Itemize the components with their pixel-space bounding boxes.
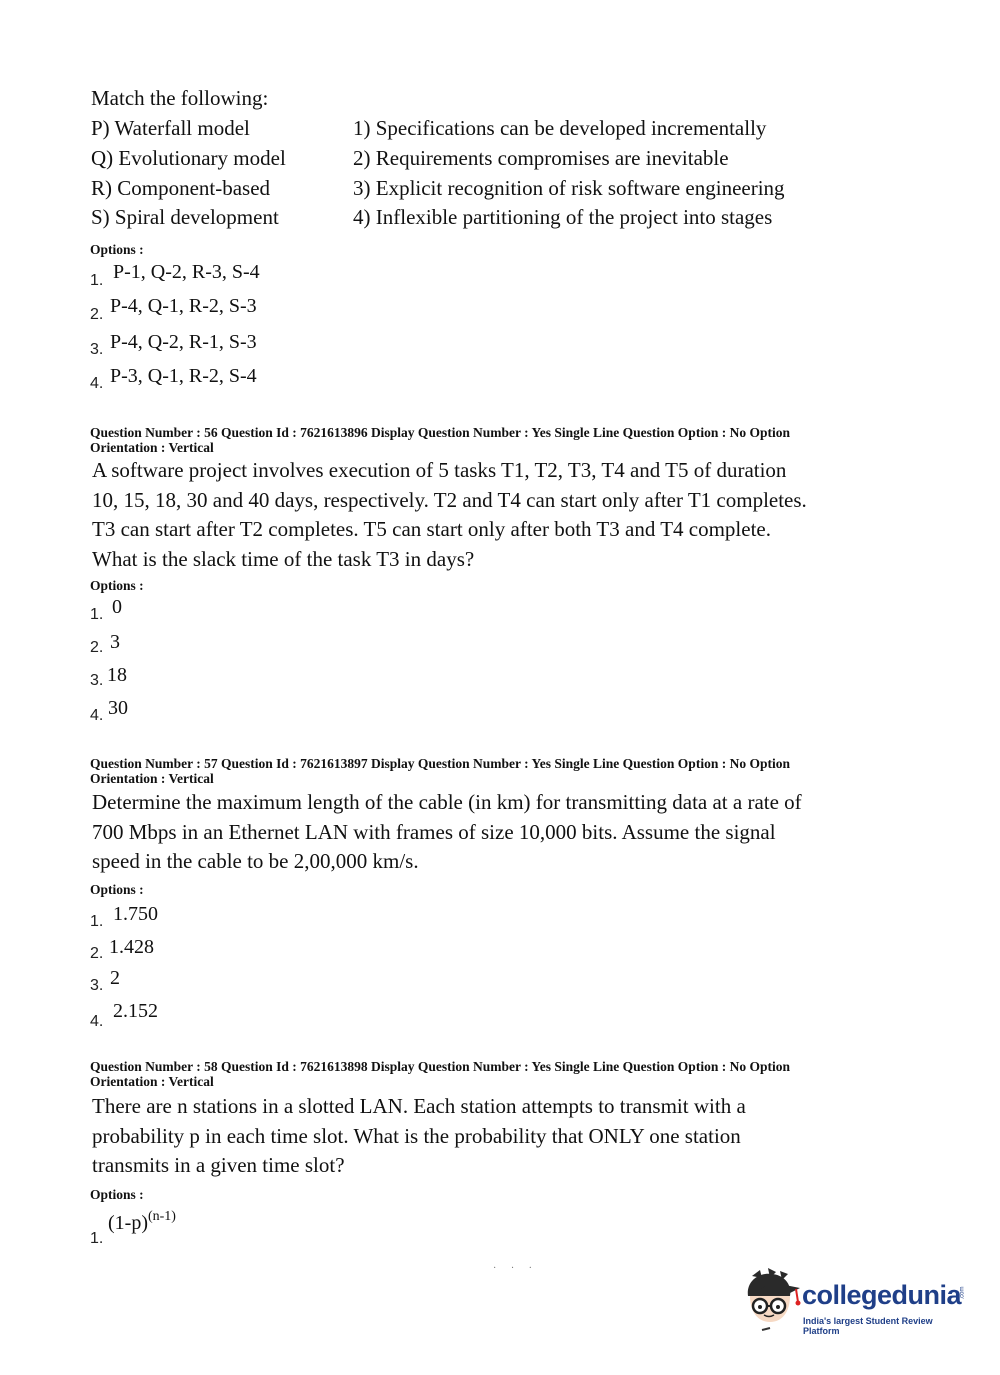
option-text: P-1, Q-2, R-3, S-4 (113, 261, 260, 283)
question-meta-line: Orientation : Vertical (90, 440, 214, 455)
option-number: 2. (90, 639, 104, 656)
option-exponent: (n-1) (147, 1209, 176, 1224)
question-meta (90, 756, 790, 786)
option-text: 1.750 (113, 903, 158, 925)
option-number: 3. (90, 977, 104, 994)
match-right-item: 2) Requirements compromises are inevitable (353, 146, 729, 170)
option-text: P-3, Q-1, R-2, S-4 (110, 365, 257, 387)
option-number: 3. (90, 672, 104, 689)
question-meta-line: Question Number : 56 Question Id : 7621613896 Display Question Number : Yes Single Line Question Option : No Option (90, 425, 790, 440)
question-text (92, 788, 850, 877)
question-line: There are n stations in a slotted LAN. Each station attempts to transmit with a (92, 1094, 746, 1118)
option-text: 3 (110, 631, 120, 653)
question-line: speed in the cable to be 2,00,000 km/s. (92, 849, 419, 873)
match-right-item: 3) Explicit recognition of risk software engineering (353, 176, 785, 200)
question-line: T3 can start after T2 completes. T5 can start only after both T3 and T4 complete. (92, 517, 771, 541)
question-line: What is the slack time of the task T3 in days? (92, 546, 475, 571)
option-number: 4. (90, 1013, 104, 1030)
option-number: 4. (90, 375, 104, 392)
options-label: Options : (90, 1187, 144, 1202)
question-meta (90, 1059, 790, 1089)
option-number: 1. (90, 272, 104, 289)
logo-suffix: .com (959, 1286, 966, 1300)
option-number: 3. (90, 341, 104, 358)
scan-dots: · · · (493, 1263, 538, 1274)
options-label: Options : (90, 578, 144, 593)
question-meta-line: Question Number : 58 Question Id : 7621613898 Display Question Number : Yes Single Line Question Option : No Option (90, 1059, 790, 1074)
question-line: transmits in a given time slot? (92, 1153, 345, 1177)
option-text: 0 (112, 596, 122, 618)
match-right-item: 1) Specifications can be developed incrementally (353, 116, 767, 140)
options-label: Options : (90, 242, 144, 257)
question-line: Determine the maximum length of the cable (in km) for transmitting data at a rate of (92, 790, 802, 814)
question-text (92, 1092, 850, 1181)
match-heading: Match the following: (91, 86, 269, 110)
option-text: 2.152 (113, 1000, 158, 1022)
option-text: 18 (107, 664, 127, 686)
option-number: 4. (90, 707, 104, 724)
match-left-item: Q) Evolutionary model (91, 146, 286, 170)
match-left-item: S) Spiral development (91, 205, 279, 229)
question-meta-line: Question Number : 57 Question Id : 7621613897 Display Question Number : Yes Single Line Question Option : No Option (90, 756, 790, 771)
question-text (92, 456, 850, 574)
option-text: 1.428 (109, 936, 154, 958)
logo-name: collegedunia (802, 1280, 962, 1310)
option-text: 30 (108, 697, 128, 719)
match-left-item: P) Waterfall model (91, 116, 250, 140)
option-number: 2. (90, 306, 104, 323)
question-meta-line: Orientation : Vertical (90, 1074, 214, 1089)
option-text (108, 1209, 176, 1235)
option-text: P-4, Q-1, R-2, S-3 (110, 295, 257, 317)
match-left-item: R) Component-based (91, 176, 271, 200)
match-right-item: 4) Inflexible partitioning of the project into stages (353, 205, 773, 229)
collegedunia-logo (740, 1268, 970, 1338)
mascot-icon (740, 1268, 802, 1338)
question-meta (90, 425, 790, 455)
logo-tagline: India's largest Student Review Platform (803, 1316, 933, 1336)
question-line: A software project involves execution of 5 tasks T1, T2, T3, T4 and T5 of duration (92, 458, 787, 482)
question-line: 700 Mbps in an Ethernet LAN with frames of size 10,000 bits. Assume the signal (92, 819, 776, 844)
option-number: 1. (90, 913, 104, 930)
option-text: P-4, Q-2, R-1, S-3 (110, 331, 257, 353)
option-text: 2 (110, 967, 120, 989)
option-base: (1-p) (108, 1212, 148, 1234)
question-line: 10, 15, 18, 30 and 40 days, respectively. T2 and T4 can start only after T1 completes. (92, 487, 807, 512)
option-number: 1. (90, 606, 104, 623)
option-number: 1. (90, 1230, 104, 1247)
question-meta-line: Orientation : Vertical (90, 771, 214, 786)
options-label: Options : (90, 882, 144, 897)
option-number: 2. (90, 945, 104, 962)
question-line: probability p in each time slot. What is the probability that ONLY one station (92, 1123, 741, 1148)
